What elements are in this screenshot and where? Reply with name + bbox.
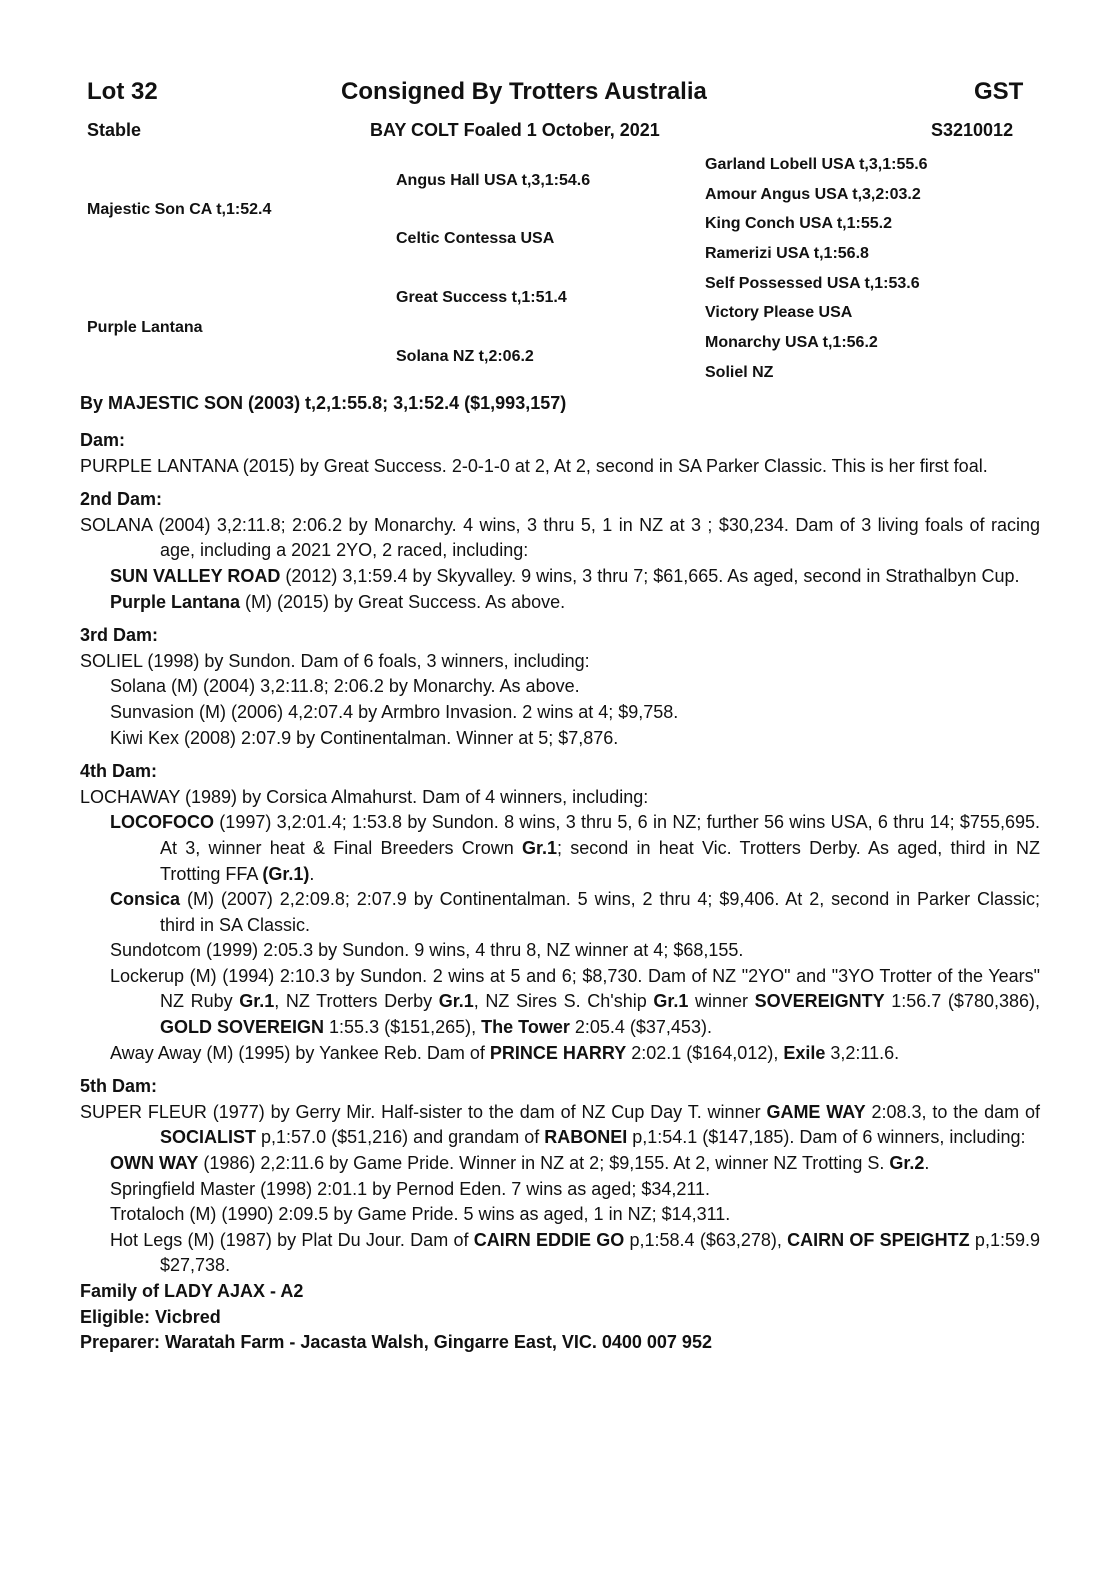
text-run: . bbox=[924, 1153, 930, 1174]
text-run: 1:56.7 ($780,386), bbox=[884, 991, 1040, 1012]
text-run: SUPER FLEUR (1977) by Gerry Mir. Half-sister to the dam of NZ Cup Day T. winner bbox=[80, 1101, 767, 1122]
progeny-entry bbox=[80, 564, 1040, 590]
text-run: SOLANA (2004) 3,2:11.8; 2:06.2 by Monarchy. 4 wins, 3 thru 5, 1 in NZ at 3 ; $30,234. Dam of 3 living foals of racing age, including a 2021 2YO, 2 raced, including: bbox=[80, 514, 1040, 561]
bold-text: SOVEREIGNTY bbox=[754, 991, 885, 1012]
preparer-line: Preparer: Waratah Farm - Jacasta Walsh, Gingarre East, VIC. 0400 007 952 bbox=[80, 1332, 712, 1353]
eligibility-line: Eligible: Vicbred bbox=[80, 1306, 221, 1327]
bold-text: OWN WAY bbox=[110, 1153, 199, 1174]
bold-text: Gr.1 bbox=[653, 991, 689, 1012]
text-run: , NZ Sires S. Ch'ship bbox=[473, 991, 654, 1012]
bold-text: Gr.1 bbox=[521, 837, 557, 858]
text-run: SOLIEL (1998) by Sundon. Dam of 6 foals, 3 winners, including: bbox=[80, 650, 590, 671]
bold-text: CAIRN EDDIE GO bbox=[473, 1229, 625, 1250]
progeny-entry bbox=[80, 1228, 1040, 1279]
text-run: Kiwi Kex (2008) 2:07.9 by Continentalman. Winner at 5; $7,876. bbox=[110, 727, 619, 748]
bold-text: CAIRN OF SPEIGHTZ bbox=[787, 1229, 970, 1250]
text-run: Sunvasion (M) (2006) 4,2:07.4 by Armbro Invasion. 2 wins at 4; $9,758. bbox=[110, 701, 679, 722]
progeny-entry bbox=[80, 938, 1040, 964]
text-run: PURPLE LANTANA (2015) by Great Success. 2-0-1-0 at 2, At 2, second in SA Parker Classic. This is her first foal. bbox=[80, 455, 988, 476]
pedigree-dam-dam: Solana NZ t,2:06.2 bbox=[396, 348, 534, 365]
progeny-entry bbox=[80, 1177, 1040, 1203]
pedigree-gen3-3: King Conch USA t,1:55.2 bbox=[705, 215, 892, 232]
text-run: (1986) 2,2:11.6 by Game Pride. Winner in NZ at 2; $9,155. At 2, winner NZ Trotting S. bbox=[198, 1153, 890, 1174]
text-run: p,1:54.1 ($147,185). Dam of 6 winners, including: bbox=[627, 1127, 1026, 1148]
bold-text: (Gr.1) bbox=[262, 863, 310, 884]
bold-text: SOCIALIST bbox=[160, 1127, 257, 1148]
dam-section bbox=[80, 1074, 1040, 1279]
bold-text: GAME WAY bbox=[766, 1101, 866, 1122]
dam-entry bbox=[80, 1100, 1040, 1151]
pedigree-gen3-5: Self Possessed USA t,1:53.6 bbox=[705, 275, 920, 292]
text-run: 2:05.4 ($37,453). bbox=[569, 1017, 712, 1038]
progeny-entry bbox=[80, 1202, 1040, 1228]
text-run: Away Away (M) (1995) by Yankee Reb. Dam of bbox=[110, 1042, 490, 1063]
text-run: ; second in heat Vic. Trotters Derby. As aged, third in NZ Trotting FFA bbox=[160, 837, 1040, 884]
section-heading: 3rd Dam: bbox=[80, 625, 159, 646]
horse-description: BAY COLT Foaled 1 October, 2021 bbox=[370, 120, 660, 140]
family-line: Family of LADY AJAX - A2 bbox=[80, 1281, 304, 1301]
progeny-entry bbox=[80, 674, 1040, 700]
text-run: Sundotcom (1999) 2:05.3 by Sundon. 9 wins, 4 thru 8, NZ winner at 4; $68,155. bbox=[110, 940, 744, 961]
bold-text: GOLD SOVEREIGN bbox=[160, 1017, 325, 1038]
bold-text: PRINCE HARRY bbox=[489, 1042, 627, 1063]
progeny-entry bbox=[80, 1041, 1040, 1067]
bold-text: Gr.1 bbox=[438, 991, 474, 1012]
pedigree-dam-sire: Great Success t,1:51.4 bbox=[396, 289, 567, 306]
bold-text: Gr.2 bbox=[889, 1153, 925, 1174]
section-heading: 5th Dam: bbox=[80, 1076, 158, 1097]
consignor-title: Consigned By Trotters Australia bbox=[341, 78, 707, 105]
text-run: (M) (2015) by Great Success. As above. bbox=[240, 591, 566, 612]
text-run: , NZ Trotters Derby bbox=[274, 991, 439, 1012]
pedigree-gen3-8: Soliel NZ bbox=[705, 364, 774, 381]
dam-entry bbox=[80, 454, 1040, 480]
dam-sections bbox=[80, 428, 1040, 1279]
text-run: p,1:57.0 ($51,216) and grandam of bbox=[256, 1127, 545, 1148]
progeny-entry bbox=[80, 810, 1040, 887]
bold-text: SUN VALLEY ROAD bbox=[110, 565, 281, 586]
progeny-entry bbox=[80, 726, 1040, 752]
gst-label: GST bbox=[974, 78, 1024, 105]
progeny-entry bbox=[80, 964, 1040, 1041]
pedigree-dam: Purple Lantana bbox=[87, 319, 203, 336]
progeny-entry bbox=[80, 700, 1040, 726]
pedigree-sire-sire: Angus Hall USA t,3,1:54.6 bbox=[396, 172, 591, 189]
text-run: (2012) 3,1:59.4 by Skyvalley. 9 wins, 3 thru 7; $61,665. As aged, second in Strathalbyn Cup. bbox=[280, 565, 1020, 586]
pedigree-sire: Majestic Son CA t,1:52.4 bbox=[87, 201, 272, 218]
text-run: LOCHAWAY (1989) by Corsica Almahurst. Dam of 4 winners, including: bbox=[80, 786, 649, 807]
section-heading: 2nd Dam: bbox=[80, 489, 163, 510]
text-run: Trotaloch (M) (1990) 2:09.5 by Game Pride. 5 wins as aged, 1 in NZ; $14,311. bbox=[110, 1204, 731, 1225]
pedigree-sire-dam: Celtic Contessa USA bbox=[396, 230, 555, 247]
stable-label: Stable bbox=[87, 120, 142, 140]
bold-text: Exile bbox=[783, 1042, 826, 1063]
text-run: Lockerup (M) (1994) 2:10.3 by Sundon. 2 wins at 5 and 6; $8,730. Dam of NZ "2YO" and "3YO Trotter of the Years" NZ Ruby bbox=[110, 965, 1040, 1012]
text-run: (M) (2007) 2,2:09.8; 2:07.9 by Continentalman. 5 wins, 2 thru 4; $9,406. At 2, second in Parker Classic; third in SA Classic. bbox=[160, 889, 1040, 935]
bold-text: Gr.1 bbox=[239, 991, 275, 1012]
pedigree-gen3-1: Garland Lobell USA t,3,1:55.6 bbox=[705, 156, 928, 173]
progeny-entry bbox=[80, 590, 1040, 616]
progeny-entry bbox=[80, 887, 1040, 938]
text-run: . bbox=[309, 863, 315, 884]
bold-text: Consica bbox=[110, 889, 181, 910]
text-run: 3,2:11.6. bbox=[825, 1042, 900, 1063]
dam-section bbox=[80, 759, 1040, 1066]
family-body bbox=[80, 428, 1040, 1356]
pedigree-gen3-2: Amour Angus USA t,3,2:03.2 bbox=[705, 186, 921, 203]
dam-entry bbox=[80, 785, 1040, 811]
bold-text: LOCOFOCO bbox=[110, 812, 214, 833]
text-run: 2:02.1 ($164,012), bbox=[626, 1042, 784, 1063]
catalogue-code: S3210012 bbox=[931, 120, 1014, 140]
text-run: winner bbox=[688, 991, 755, 1012]
pedigree-gen3-4: Ramerizi USA t,1:56.8 bbox=[705, 245, 869, 262]
dam-entry bbox=[80, 513, 1040, 564]
pedigree-gen3-6: Victory Please USA bbox=[705, 304, 853, 321]
dam-section bbox=[80, 623, 1040, 751]
sire-byline: By MAJESTIC SON (2003) t,2,1:55.8; 3,1:52.4 ($1,993,157) bbox=[80, 393, 567, 413]
pedigree-gen3-7: Monarchy USA t,1:56.2 bbox=[705, 334, 878, 351]
dam-section bbox=[80, 428, 1040, 479]
text-run: Solana (M) (2004) 3,2:11.8; 2:06.2 by Monarchy. As above. bbox=[110, 676, 580, 697]
bold-text: Purple Lantana bbox=[110, 591, 241, 612]
text-run: p,1:58.4 ($63,278), bbox=[624, 1229, 788, 1250]
text-run: Springfield Master (1998) 2:01.1 by Pernod Eden. 7 wins as aged; $34,211. bbox=[110, 1178, 711, 1199]
dam-entry bbox=[80, 649, 1040, 675]
section-heading: Dam: bbox=[80, 430, 126, 450]
text-run: Hot Legs (M) (1987) by Plat Du Jour. Dam of bbox=[110, 1229, 474, 1250]
section-heading: 4th Dam: bbox=[80, 761, 158, 782]
lot-number: Lot 32 bbox=[87, 78, 158, 105]
bold-text: RABONEI bbox=[544, 1127, 628, 1148]
progeny-entry bbox=[80, 1151, 1040, 1177]
text-run: 1:55.3 ($151,265), bbox=[324, 1017, 482, 1038]
text-run: 2:08.3, to the dam of bbox=[865, 1101, 1040, 1122]
dam-section bbox=[80, 487, 1040, 615]
bold-text: The Tower bbox=[481, 1017, 570, 1038]
text-run: (1997) 3,2:01.4; 1:53.8 by Sundon. 8 wins, 3 thru 5, 6 in NZ; further 56 wins USA, 6 thru 14; $755,695. At 3, winner heat & Final Breeders Crown bbox=[160, 812, 1040, 858]
text-run: p,1:59.9 $27,738. bbox=[160, 1229, 1040, 1276]
